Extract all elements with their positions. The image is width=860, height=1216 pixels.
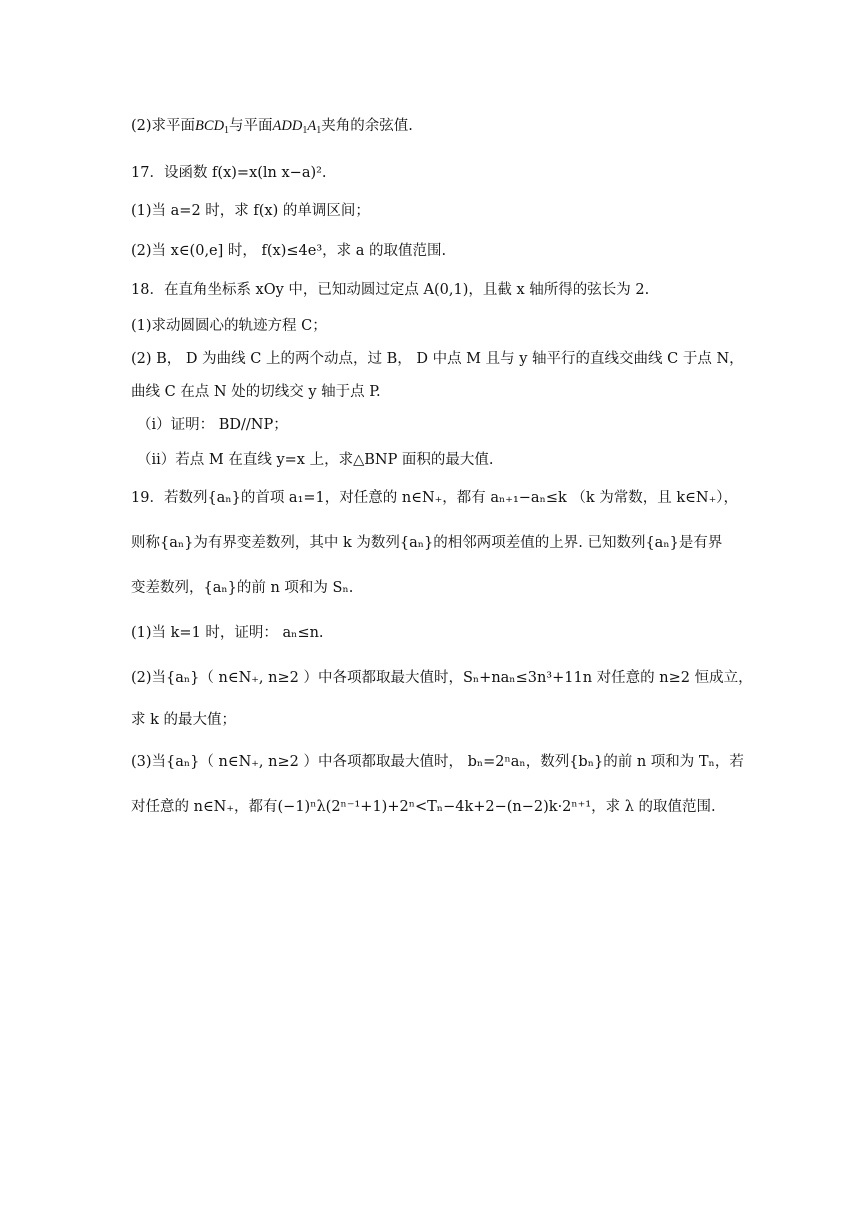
q18-sub-i: （i）证明： BD//NP； <box>137 417 288 433</box>
q18-part2-cont: 曲线 C 在点 N 处的切线交 y 轴于点 P. <box>131 384 381 400</box>
q19-stem-cont2: 变差数列，{aₙ}的前 n 项和为 Sₙ. <box>131 580 354 596</box>
q19-part1: (1)当 k=1 时，证明： aₙ≤n. <box>131 625 324 641</box>
q18-part1: (1)求动圆圆心的轨迹方程 C； <box>131 318 327 334</box>
q17-part1: (1)当 a=2 时，求 f(x) 的单调区间； <box>131 203 370 219</box>
q17-stem: 17．设函数 f(x)=x(ln x−a)². <box>131 165 327 181</box>
q16-part2: (2)求平面$BCD_1$与平面$ADD_1A_1$夹角的余弦值. <box>131 118 413 136</box>
q19-part2: (2)当{aₙ}（ n∈N₊, n≥2 ）中各项都取最大值时，Sₙ+naₙ≤3n³+11n 对任意的 n≥2 恒成立， <box>131 670 753 686</box>
q19-stem: 19．若数列{aₙ}的首项 a₁=1，对任意的 n∈N₊，都有 aₙ₊₁−aₙ≤k （k 为常数，且 k∈N₊）， <box>131 490 739 506</box>
q17-part2: (2)当 x∈(0,e] 时， f(x)≤4e³，求 a 的取值范围. <box>131 243 447 259</box>
q19-part3-cont: 对任意的 n∈N₊，都有(−1)ⁿλ(2ⁿ⁻¹+1)+2ⁿ<Tₙ−4k+2−(n−2)k·2ⁿ⁺¹，求 λ 的取值范围. <box>131 799 716 815</box>
q18-part2: (2) B， D 为曲线 C 上的两个动点，过 B， D 中点 M 且与 y 轴平行的直线交曲线 C 于点 N， <box>131 351 744 367</box>
q19-part3: (3)当{aₙ}（ n∈N₊, n≥2 ）中各项都取最大值时， bₙ=2ⁿaₙ，数列{bₙ}的前 n 项和为 Tₙ，若 <box>131 754 744 770</box>
q18-stem: 18．在直角坐标系 xOy 中，已知动圆过定点 A(0,1)，且截 x 轴所得的弦长为 2. <box>131 282 650 298</box>
q19-stem-cont1: 则称{aₙ}为有界变差数列，其中 k 为数列{aₙ}的相邻两项差值的上界. 已知数列{aₙ}是有界 <box>131 535 723 551</box>
q18-sub-ii: （ii）若点 M 在直线 y=x 上，求△BNP 面积的最大值. <box>137 452 494 468</box>
q19-part2-cont: 求 k 的最大值； <box>131 712 237 728</box>
